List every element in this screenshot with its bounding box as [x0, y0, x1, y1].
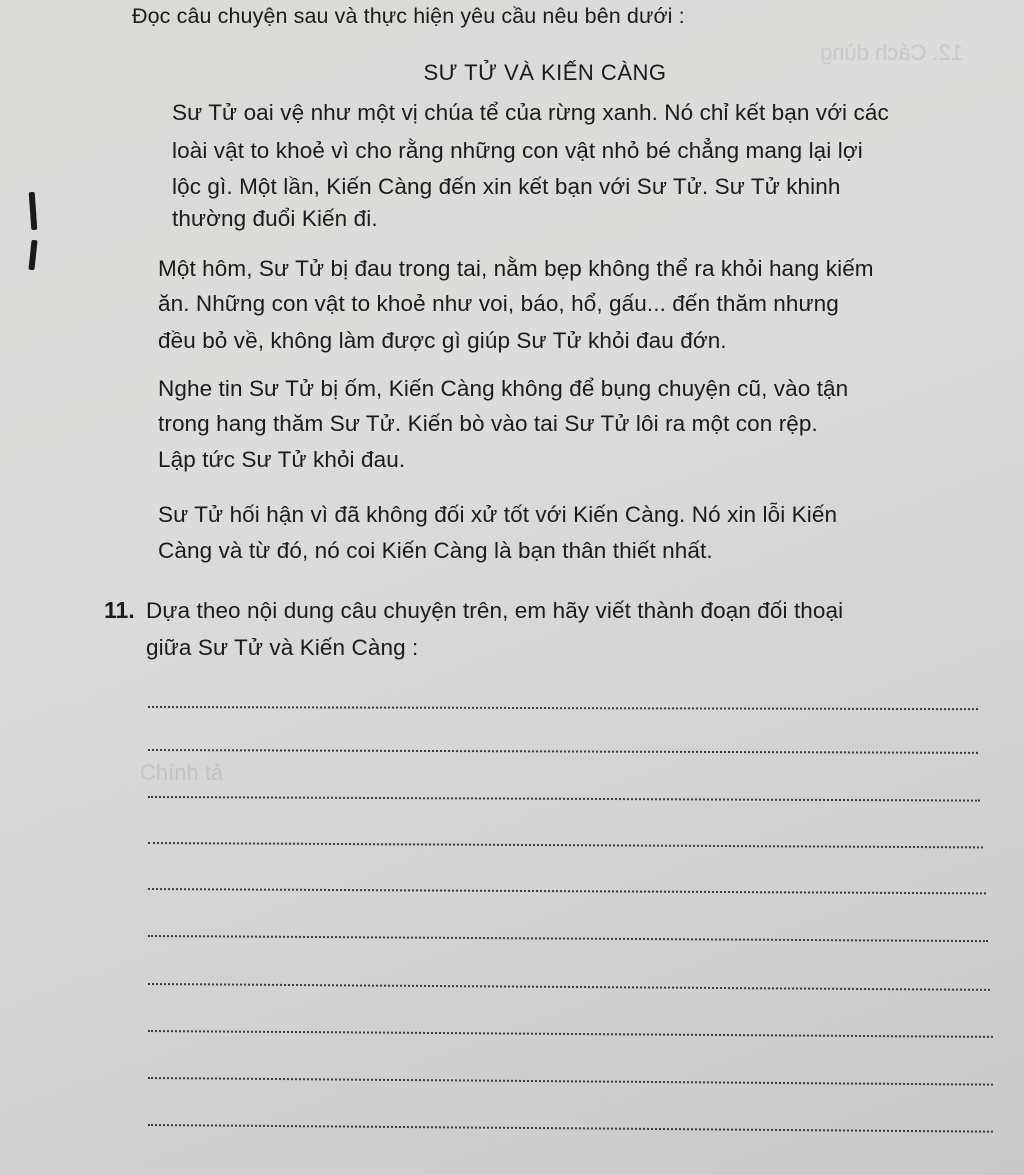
answer-line[interactable] — [148, 1124, 993, 1133]
story-title: SƯ TỬ VÀ KIẾN CÀNG — [423, 60, 667, 85]
story-line: Càng và từ đó, nó coi Kiến Càng là bạn thân thiết nhất. — [158, 538, 713, 563]
question-text: giữa Sư Tử và Kiến Càng : — [146, 635, 419, 660]
instruction-text: Đọc câu chuyện sau và thực hiện yêu cầu nêu bên dưới : — [132, 4, 685, 28]
story-line: ăn. Những con vật to khoẻ như voi, báo, hổ, gấu... đến thăm nhưng — [158, 291, 839, 316]
story-line: Lập tức Sư Tử khỏi đau. — [158, 447, 406, 472]
answer-line[interactable] — [148, 983, 990, 991]
margin-pen-mark — [29, 192, 38, 230]
story-line: loài vật to khoẻ vì cho rằng những con vật nhỏ bé chẳng mang lại lợi — [172, 138, 863, 163]
story-line: Một hôm, Sư Tử bị đau trong tai, nằm bẹp không thể ra khỏi hang kiếm — [158, 256, 874, 281]
answer-line[interactable] — [148, 1077, 993, 1086]
answer-line[interactable] — [148, 1030, 993, 1038]
answer-line[interactable] — [148, 888, 986, 894]
bleed-through: Chính tả — [140, 760, 224, 785]
story-line: Sư Tử hối hận vì đã không đối xử tốt với Kiến Càng. Nó xin lỗi Kiến — [158, 502, 838, 527]
bleed-through: 12. Cách dùng — [820, 40, 964, 65]
answer-line[interactable] — [148, 749, 978, 754]
story-line: thường đuổi Kiến đi. — [172, 206, 378, 231]
story-line: trong hang thăm Sư Tử. Kiến bò vào tai Sư Tử lôi ra một con rệp. — [158, 411, 818, 436]
answer-line[interactable] — [148, 796, 980, 802]
question-text: Dựa theo nội dung câu chuyện trên, em hãy viết thành đoạn đối thoại — [146, 598, 844, 623]
story-line: Sư Tử oai vệ như một vị chúa tể của rừng xanh. Nó chỉ kết bạn với các — [172, 100, 889, 125]
question-number: 11. — [104, 597, 135, 623]
answer-line[interactable] — [148, 706, 978, 710]
story-line: lộc gì. Một lần, Kiến Càng đến xin kết bạn với Sư Tử. Sư Tử khinh — [172, 174, 841, 199]
answer-line[interactable] — [148, 842, 983, 848]
answer-line[interactable] — [148, 935, 988, 942]
story-line: Nghe tin Sư Tử bị ốm, Kiến Càng không để bụng chuyện cũ, vào tận — [158, 376, 849, 401]
story-line: đều bỏ về, không làm được gì giúp Sư Tử khỏi đau đớn. — [158, 328, 727, 353]
margin-pen-mark — [28, 240, 37, 270]
